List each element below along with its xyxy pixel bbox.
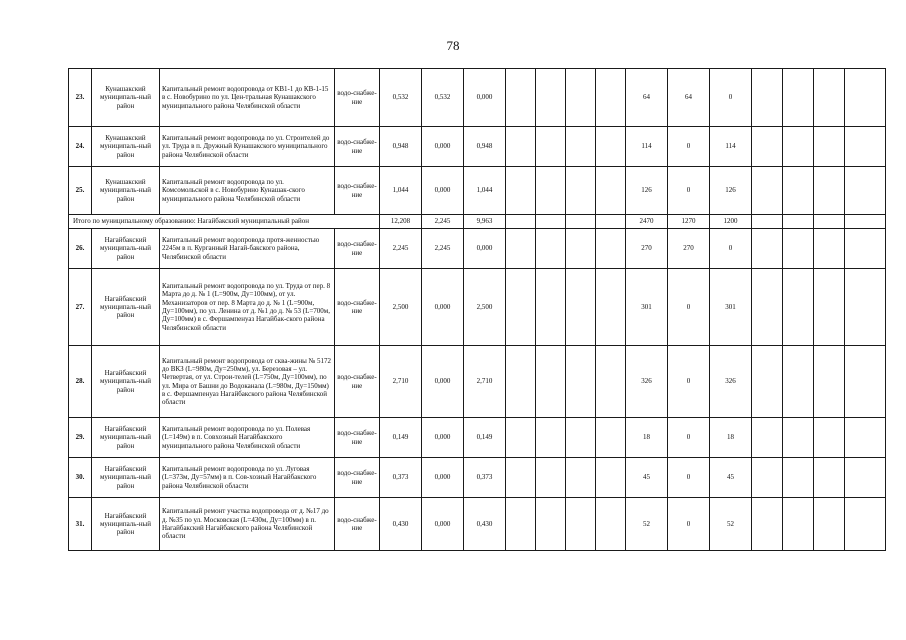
table-row (69, 229, 886, 269)
cost-value-cell: 270 (668, 229, 710, 269)
cost-value-cell: 114 (626, 127, 668, 167)
empty-cell (596, 346, 626, 418)
length-value-cell: 2,500 (464, 269, 506, 346)
municipality-cell: Нагайбакский муниципаль-ный район (92, 418, 160, 458)
table-row (69, 269, 886, 346)
empty-cell (566, 346, 596, 418)
description-cell: Капитальный ремонт водопровода по ул. Труда от пер. 8 Марта до д. № 1 (L=900м, Ду=100мм), от ул. Механизаторов от пер. 8 Марта до д. № 1 (L=900м, Ду=100мм), по ул. Ленина от д. №1 до д. № 53 (L=700м, Ду=100мм) в с. Фершампенуаз Нагайбак-ского района Челябинской области (160, 269, 335, 346)
work-type-cell: водо-снабже-ние (335, 269, 380, 346)
cost-value-cell: 18 (626, 418, 668, 458)
length-value-cell: 0,373 (464, 458, 506, 498)
empty-cell (845, 127, 886, 167)
empty-cell (752, 215, 783, 229)
municipality-cell: Кунашакский муниципаль-ный район (92, 69, 160, 127)
length-value-cell: 0,000 (422, 498, 464, 551)
works-table (68, 68, 886, 551)
empty-cell (566, 229, 596, 269)
length-value-cell: 0,000 (422, 127, 464, 167)
length-value-cell: 0,430 (464, 498, 506, 551)
empty-cell (814, 418, 845, 458)
empty-cell (752, 418, 783, 458)
empty-cell (506, 498, 536, 551)
empty-cell (845, 418, 886, 458)
work-type-cell: водо-снабже-ние (335, 498, 380, 551)
empty-cell (752, 346, 783, 418)
empty-cell (814, 346, 845, 418)
row-number: 31. (69, 498, 92, 551)
row-number: 26. (69, 229, 92, 269)
empty-cell (566, 418, 596, 458)
total-cost-cell: 1200 (710, 215, 752, 229)
empty-cell (814, 458, 845, 498)
cost-value-cell: 64 (668, 69, 710, 127)
total-cost-cell: 1270 (668, 215, 710, 229)
work-type-cell: водо-снабже-ние (335, 167, 380, 215)
empty-cell (845, 167, 886, 215)
empty-cell (752, 229, 783, 269)
work-type-cell: водо-снабже-ние (335, 127, 380, 167)
length-value-cell: 0,532 (422, 69, 464, 127)
row-number: 23. (69, 69, 92, 127)
empty-cell (536, 127, 566, 167)
empty-cell (506, 269, 536, 346)
empty-cell (566, 498, 596, 551)
empty-cell (783, 69, 814, 127)
cost-value-cell: 64 (626, 69, 668, 127)
empty-cell (752, 167, 783, 215)
empty-cell (783, 418, 814, 458)
empty-cell (536, 69, 566, 127)
work-type-cell: водо-снабже-ние (335, 346, 380, 418)
empty-cell (752, 458, 783, 498)
empty-cell (845, 269, 886, 346)
length-value-cell: 0,532 (380, 69, 422, 127)
empty-cell (783, 269, 814, 346)
table-row (69, 418, 886, 458)
description-cell: Капитальный ремонт водопровода по ул. Полевая (L=149м) в п. Совхозный Нагайбакского муниципального района Челябинской области (160, 418, 335, 458)
description-cell: Капитальный ремонт водопровода по ул. Комсомольской в с. Новобурино Кунашак-ского муниципального района Челябинской области (160, 167, 335, 215)
length-value-cell: 0,000 (422, 269, 464, 346)
empty-cell (783, 346, 814, 418)
length-value-cell: 0,000 (422, 458, 464, 498)
empty-cell (783, 167, 814, 215)
empty-cell (536, 229, 566, 269)
work-type-cell: водо-снабже-ние (335, 458, 380, 498)
length-value-cell: 1,044 (380, 167, 422, 215)
empty-cell (814, 215, 845, 229)
cost-value-cell: 326 (626, 346, 668, 418)
total-length-cell: 2,245 (422, 215, 464, 229)
description-cell: Капитальный ремонт водопровода по ул. Строителей до ул. Труда в п. Дружный Кунашакского муниципального района Челябинской области (160, 127, 335, 167)
empty-cell (814, 229, 845, 269)
total-cost-cell: 2470 (626, 215, 668, 229)
empty-cell (596, 69, 626, 127)
row-number: 28. (69, 346, 92, 418)
empty-cell (596, 458, 626, 498)
description-cell: Капитальный ремонт водопровода по ул. Луговая (L=373м, Ду=57мм) в п. Сов-хозный Нагайбакского района Челябинской области (160, 458, 335, 498)
empty-cell (845, 498, 886, 551)
empty-cell (596, 229, 626, 269)
cost-value-cell: 301 (626, 269, 668, 346)
municipality-cell: Нагайбакский муниципаль-ный район (92, 229, 160, 269)
table-body (69, 69, 886, 551)
length-value-cell: 0,948 (464, 127, 506, 167)
empty-cell (536, 498, 566, 551)
row-number: 30. (69, 458, 92, 498)
length-value-cell: 2,245 (380, 229, 422, 269)
cost-value-cell: 0 (668, 269, 710, 346)
empty-cell (536, 418, 566, 458)
empty-cell (783, 229, 814, 269)
empty-cell (596, 498, 626, 551)
length-value-cell: 0,948 (380, 127, 422, 167)
empty-cell (596, 269, 626, 346)
cost-value-cell: 45 (710, 458, 752, 498)
length-value-cell: 1,044 (464, 167, 506, 215)
cost-value-cell: 270 (626, 229, 668, 269)
work-type-cell: водо-снабже-ние (335, 418, 380, 458)
empty-cell (814, 167, 845, 215)
empty-cell (783, 498, 814, 551)
length-value-cell: 2,245 (422, 229, 464, 269)
total-row (69, 215, 886, 229)
empty-cell (814, 69, 845, 127)
description-cell: Капитальный ремонт водопровода от КВ1-1 до КВ-1-15 в с. Новобурино по ул. Цен-тральная Кунашакского муниципального района Челябинской области (160, 69, 335, 127)
municipality-cell: Кунашакский муниципаль-ный район (92, 127, 160, 167)
page-number: 78 (446, 38, 460, 53)
empty-cell (814, 269, 845, 346)
empty-cell (845, 229, 886, 269)
cost-value-cell: 0 (668, 346, 710, 418)
empty-cell (752, 69, 783, 127)
empty-cell (783, 215, 814, 229)
length-value-cell: 0,000 (464, 69, 506, 127)
empty-cell (506, 458, 536, 498)
municipality-cell: Нагайбакский муниципаль-ный район (92, 458, 160, 498)
cost-value-cell: 0 (668, 418, 710, 458)
length-value-cell: 2,500 (380, 269, 422, 346)
empty-cell (536, 167, 566, 215)
total-label: Итого по муниципальному образованию: Нагайбакский муниципальный район (69, 215, 380, 229)
empty-cell (814, 127, 845, 167)
empty-cell (845, 346, 886, 418)
row-number: 27. (69, 269, 92, 346)
municipality-cell: Нагайбакский муниципаль-ный район (92, 346, 160, 418)
empty-cell (506, 229, 536, 269)
empty-cell (814, 498, 845, 551)
table-row (69, 498, 886, 551)
length-value-cell: 2,710 (464, 346, 506, 418)
empty-cell (845, 458, 886, 498)
municipality-cell: Нагайбакский муниципаль-ный район (92, 498, 160, 551)
empty-cell (506, 167, 536, 215)
empty-cell (845, 215, 886, 229)
cost-value-cell: 0 (668, 498, 710, 551)
length-value-cell: 0,373 (380, 458, 422, 498)
empty-cell (536, 458, 566, 498)
cost-value-cell: 52 (710, 498, 752, 551)
empty-cell (536, 215, 566, 229)
municipality-cell: Нагайбакский муниципаль-ный район (92, 269, 160, 346)
row-number: 25. (69, 167, 92, 215)
municipality-cell: Кунашакский муниципаль-ный район (92, 167, 160, 215)
table-row (69, 346, 886, 418)
length-value-cell: 0,149 (380, 418, 422, 458)
empty-cell (752, 498, 783, 551)
row-number: 24. (69, 127, 92, 167)
empty-cell (506, 346, 536, 418)
cost-value-cell: 326 (710, 346, 752, 418)
length-value-cell: 0,000 (422, 346, 464, 418)
length-value-cell: 0,000 (422, 418, 464, 458)
cost-value-cell: 126 (710, 167, 752, 215)
length-value-cell: 0,430 (380, 498, 422, 551)
table-row (69, 458, 886, 498)
empty-cell (506, 418, 536, 458)
length-value-cell: 0,149 (464, 418, 506, 458)
empty-cell (752, 127, 783, 167)
empty-cell (596, 215, 626, 229)
description-cell: Капитальный ремонт участка водопровода от д. №17 до д. №35 по ул. Московская (L=430м, Ду=100мм) в п. Нагайбакский Нагайбакского района Челябинской области (160, 498, 335, 551)
empty-cell (506, 127, 536, 167)
empty-cell (506, 69, 536, 127)
total-length-cell: 9,963 (464, 215, 506, 229)
cost-value-cell: 0 (710, 69, 752, 127)
empty-cell (536, 346, 566, 418)
cost-value-cell: 0 (668, 127, 710, 167)
empty-cell (596, 127, 626, 167)
table-row (69, 127, 886, 167)
cost-value-cell: 114 (710, 127, 752, 167)
cost-value-cell: 0 (668, 458, 710, 498)
work-type-cell: водо-снабже-ние (335, 229, 380, 269)
work-type-cell: водо-снабже-ние (335, 69, 380, 127)
cost-value-cell: 301 (710, 269, 752, 346)
empty-cell (596, 167, 626, 215)
cost-value-cell: 52 (626, 498, 668, 551)
cost-value-cell: 0 (710, 229, 752, 269)
empty-cell (506, 215, 536, 229)
cost-value-cell: 18 (710, 418, 752, 458)
row-number: 29. (69, 418, 92, 458)
cost-value-cell: 126 (626, 167, 668, 215)
empty-cell (596, 418, 626, 458)
description-cell: Капитальный ремонт водопровода от сква-жины № 5172 до ВКЗ (L=980м, Ду=250мм), ул. Березовая – ул. Четвертая, от ул. Строи-телей (L=750м, Ду=100мм), по ул. Мира от Башни до Водоканала (L=980м, Ду=150мм) в с. Фершампенуаз Нагайбакского района Челябинской области (160, 346, 335, 418)
length-value-cell: 0,000 (464, 229, 506, 269)
empty-cell (566, 458, 596, 498)
total-length-cell: 12,208 (380, 215, 422, 229)
description-cell: Капитальный ремонт водопровода протя-женностью 2245м в п. Курганный Нагай-бакского района, Челябинской области (160, 229, 335, 269)
empty-cell (845, 69, 886, 127)
table-row (69, 167, 886, 215)
cost-value-cell: 45 (626, 458, 668, 498)
empty-cell (752, 269, 783, 346)
cost-value-cell: 0 (668, 167, 710, 215)
length-value-cell: 0,000 (422, 167, 464, 215)
empty-cell (566, 215, 596, 229)
table-row (69, 69, 886, 127)
empty-cell (536, 269, 566, 346)
empty-cell (566, 127, 596, 167)
empty-cell (566, 167, 596, 215)
empty-cell (566, 69, 596, 127)
length-value-cell: 2,710 (380, 346, 422, 418)
empty-cell (783, 458, 814, 498)
empty-cell (566, 269, 596, 346)
empty-cell (783, 127, 814, 167)
